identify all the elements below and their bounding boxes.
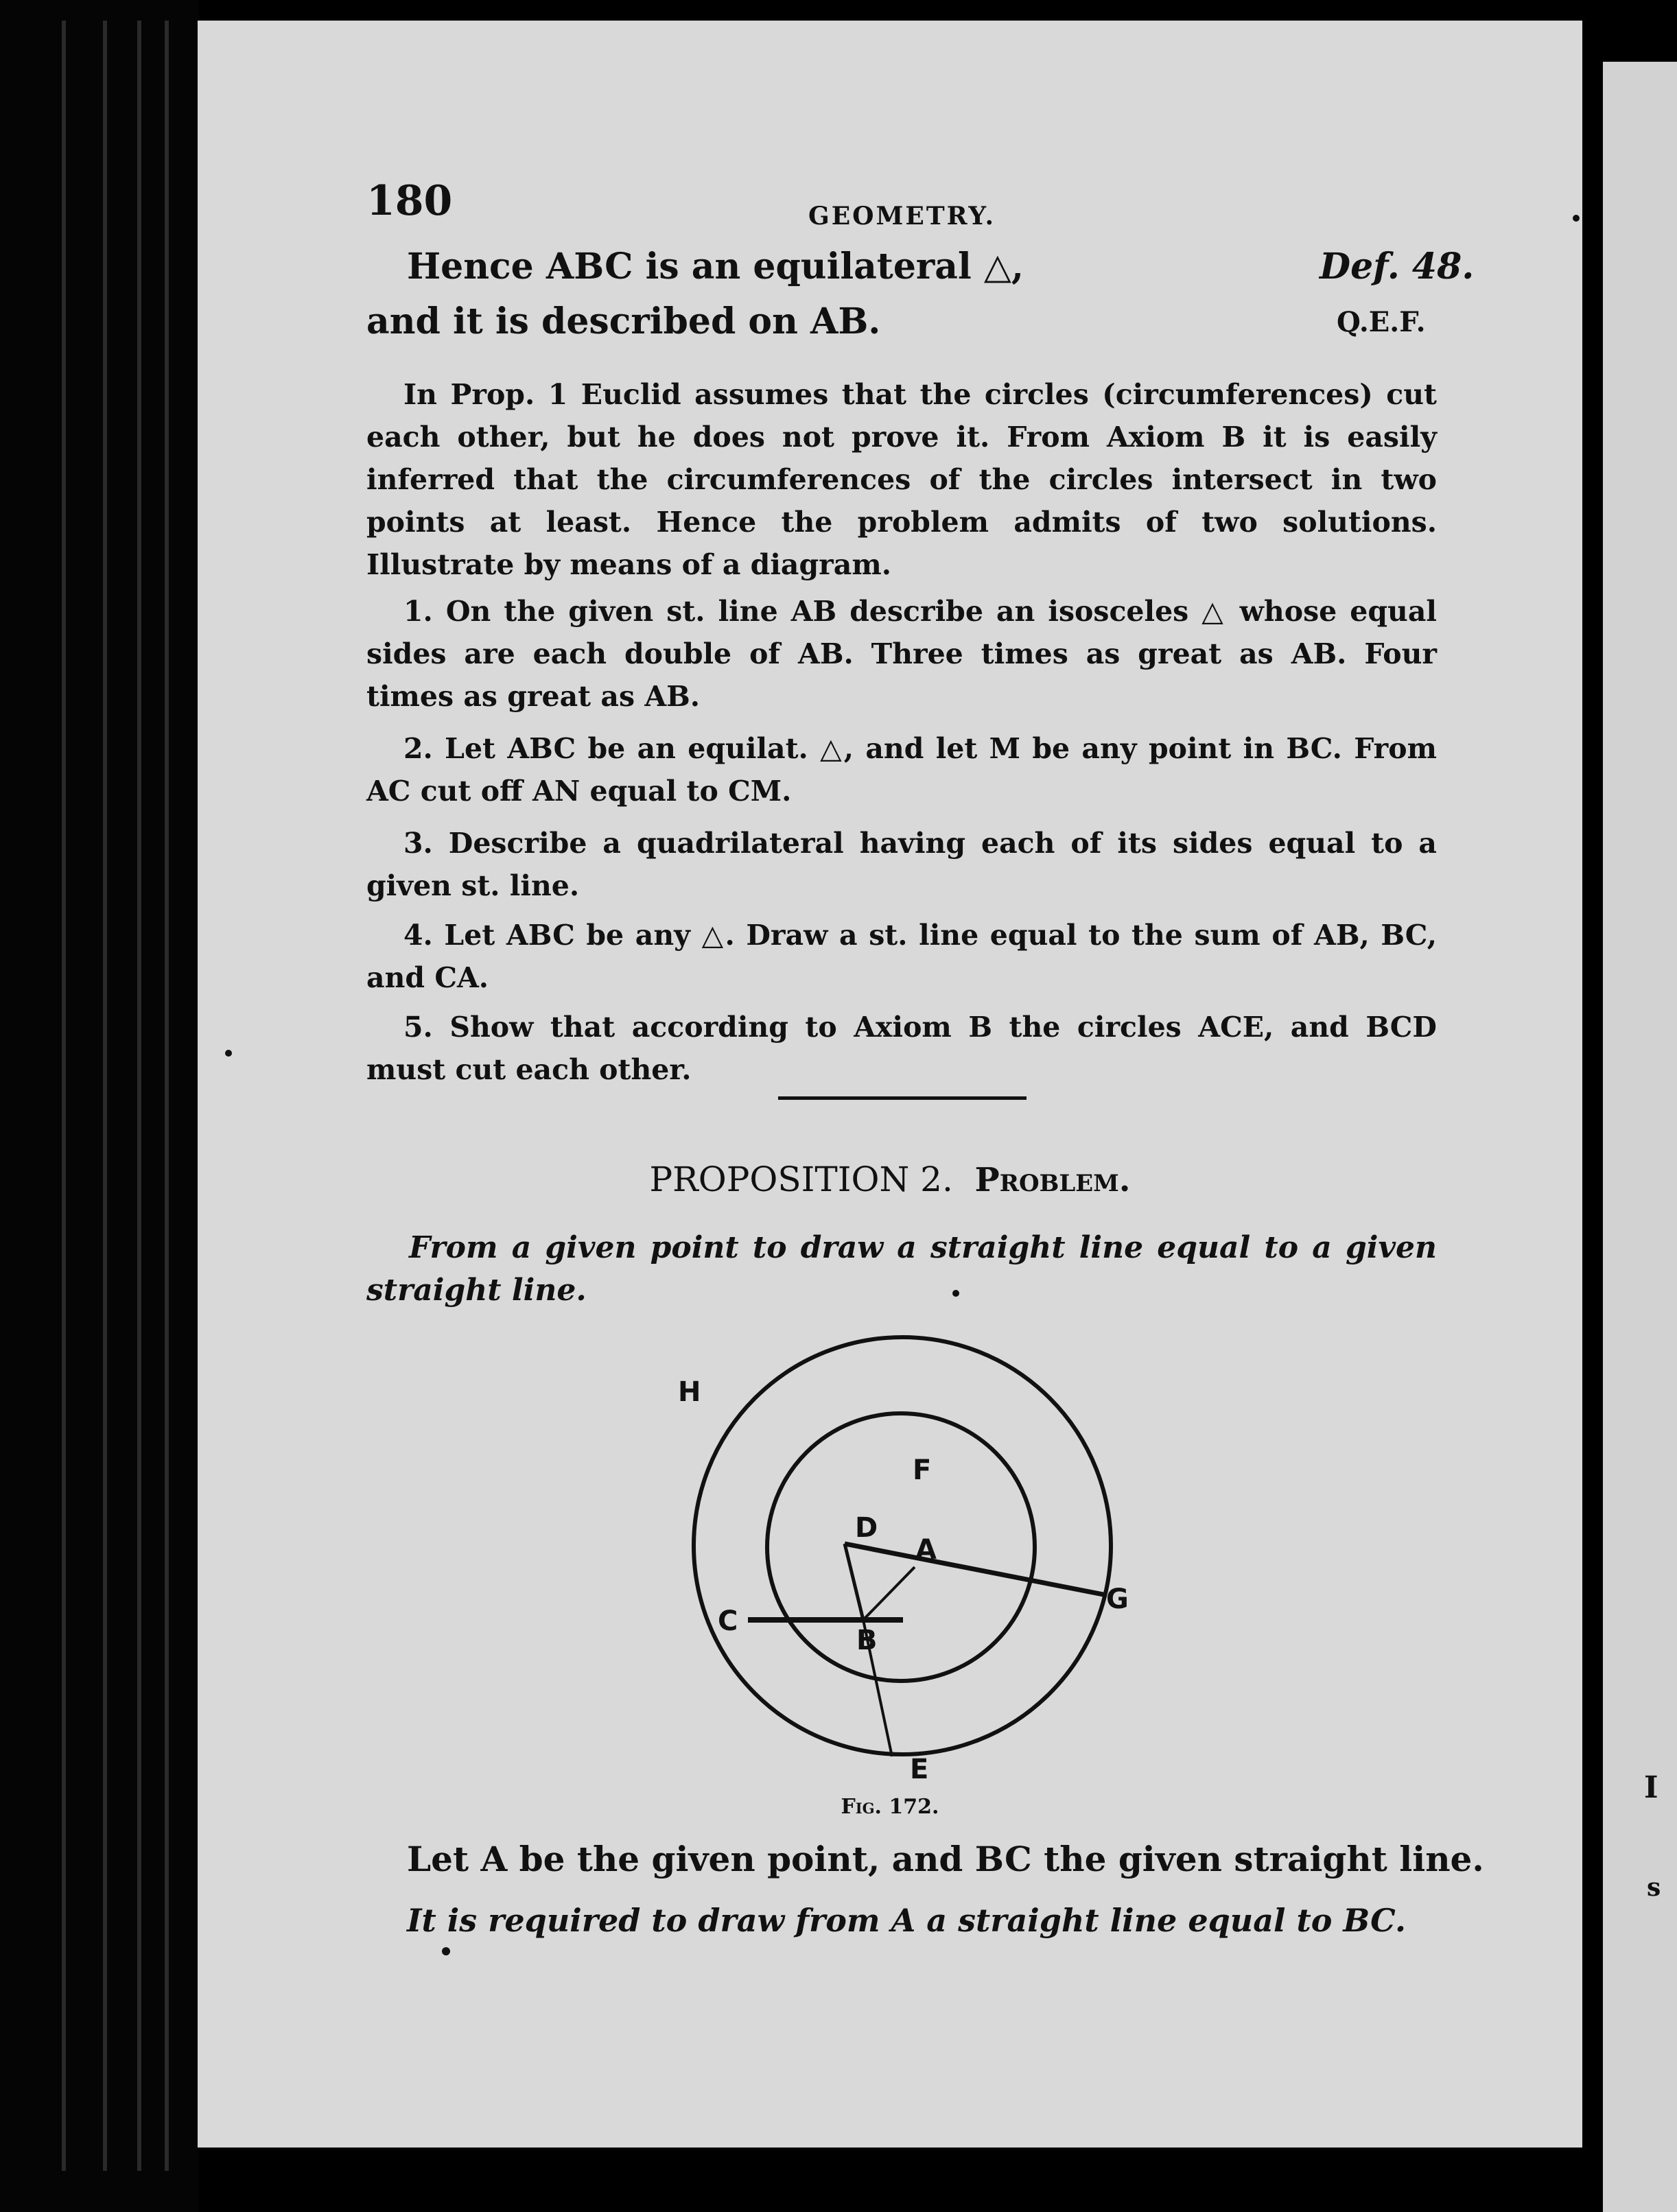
exercise-4: 4. Let ABC be any △. Draw a st. line equal to the sum of AB, BC, and CA. — [366, 919, 1437, 994]
proposition-kind: Problem. — [974, 1161, 1131, 1199]
point-label-g: G — [1106, 1584, 1129, 1615]
page-edge — [62, 21, 66, 2171]
requirement: It is required to draw from A a straight line equal to BC. — [407, 1902, 1406, 1939]
facing-page — [1603, 62, 1677, 2212]
line-db — [845, 1544, 863, 1620]
page-edge — [137, 21, 141, 2171]
page-edge — [165, 21, 169, 2171]
point-label-h: H — [678, 1376, 701, 1408]
book-page — [198, 21, 1582, 2148]
line-ba — [863, 1567, 915, 1620]
point-label-c: C — [718, 1605, 738, 1637]
page-number: 180 — [366, 177, 453, 225]
page-edge — [103, 21, 107, 2171]
point-label-b: B — [856, 1625, 878, 1656]
conclusion-line-1: Hence ABC is an equilateral △, — [407, 246, 1024, 287]
exercise-1: 1. On the given st. line AB describe an isosceles △ whose equal sides are each double of AB. Three times as great as AB. Four times as great as AB. — [366, 595, 1437, 713]
book-edge — [0, 0, 199, 2212]
proposition-title: PROPOSITION 2. — [649, 1160, 953, 1199]
figure-caption: Fig. 172. — [841, 1795, 939, 1819]
speck — [1573, 215, 1580, 222]
exercise-5: 5. Show that according to Axiom B the circles ACE, and BCD must cut each other. — [366, 1011, 1437, 1086]
proposition-heading — [198, 1160, 1582, 1199]
facing-page-fragment: s — [1647, 1873, 1661, 1902]
large-circle — [694, 1337, 1111, 1754]
facing-page-fragment: I — [1644, 1770, 1658, 1805]
speck — [952, 1290, 959, 1297]
speck — [442, 1947, 450, 1955]
conclusion-line-2: and it is described on AB. — [366, 301, 881, 342]
qef-mark: Q.E.F. — [1337, 306, 1426, 338]
point-label-d: D — [855, 1512, 878, 1544]
point-label-f: F — [913, 1455, 932, 1486]
line-dg — [845, 1544, 1103, 1595]
point-label-a: A — [915, 1534, 937, 1566]
geometry-figure — [650, 1310, 1131, 1791]
section-rule — [778, 1096, 1027, 1100]
definition-reference: Def. 48. — [1320, 246, 1475, 287]
exercise-3: 3. Describe a quadrilateral having each of its sides equal to a given st. line. — [366, 827, 1437, 902]
small-circle — [767, 1413, 1035, 1681]
note-paragraph: In Prop. 1 Euclid assumes that the circles (circumferences) cut each other, but he does not prove it. From Axiom B it is easily inferred that the circumferences of the circles intersect in two points at least. Hence the problem admits of two solutions. Illustrate by means of a diagram. — [366, 378, 1437, 581]
point-label-e: E — [910, 1754, 929, 1785]
proposition-enunciation: From a given point to draw a straight line equal to a given straight line. — [366, 1230, 1437, 1308]
running-head: GEOMETRY. — [808, 202, 996, 231]
exercise-2: 2. Let ABC be an equilat. △, and let M be any point in BC. From AC cut off AN equal to CM. — [366, 732, 1437, 808]
setting-out: Let A be the given point, and BC the given straight line. — [407, 1839, 1484, 1879]
speck — [225, 1050, 232, 1057]
